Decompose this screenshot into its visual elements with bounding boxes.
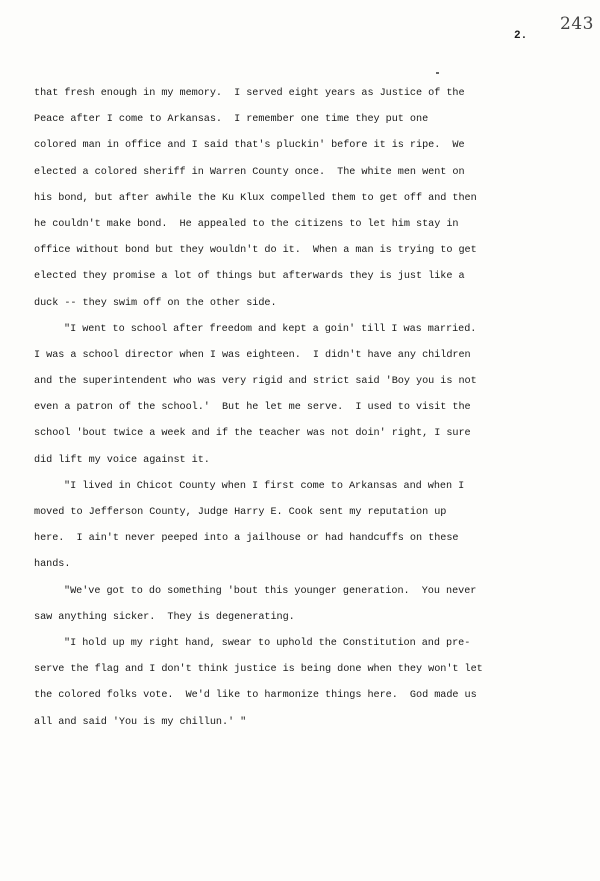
text-line: office without bond but they wouldn't do it. When a man is trying to get <box>34 245 477 257</box>
text-line: serve the flag and I don't think justice is being done when they won't let <box>34 664 483 676</box>
paragraph-start-line: "I lived in Chicot County when I first come to Arkansas and when I <box>64 480 465 492</box>
body-text <box>34 86 534 741</box>
paragraph-start-line: "I went to school after freedom and kept a goin' till I was married. <box>64 323 477 335</box>
text-line: I was a school director when I was eighteen. I didn't have any children <box>34 349 471 361</box>
text-line: his bond, but after awhile the Ku Klux compelled them to get off and then <box>34 192 477 204</box>
ink-speck <box>436 72 439 74</box>
typed-page-number: 2. <box>514 30 528 42</box>
text-line: Peace after I come to Arkansas. I remember one time they put one <box>34 114 429 126</box>
text-line: and the superintendent who was very rigid and strict said 'Boy you is not <box>34 376 477 388</box>
text-line: all and said 'You is my chillun.' " <box>34 716 247 728</box>
paragraph-start-line: "We've got to do something 'bout this younger generation. You never <box>64 585 477 597</box>
text-line: elected they promise a lot of things but afterwards they is just like a <box>34 271 465 283</box>
text-line: the colored folks vote. We'd like to harmonize things here. God made us <box>34 690 477 702</box>
text-line: moved to Jefferson County, Judge Harry E. Cook sent my reputation up <box>34 507 447 518</box>
paragraph-start-line: "I hold up my right hand, swear to uphold the Constitution and pre- <box>64 637 471 649</box>
text-line: even a patron of the school.' But he let me serve. I used to visit the <box>34 402 471 414</box>
text-line: that fresh enough in my memory. I served eight years as Justice of the <box>34 88 465 99</box>
stamped-page-number: 243 <box>560 14 594 34</box>
text-line: he couldn't make bond. He appealed to the citizens to let him stay in <box>34 218 459 230</box>
text-line: saw anything sicker. They is degenerating. <box>34 611 295 623</box>
text-line: duck -- they swim off on the other side. <box>34 297 277 309</box>
text-line: colored man in office and I said that's pluckin' before it is ripe. We <box>34 140 465 152</box>
text-line: elected a colored sheriff in Warren County once. The white men went on <box>34 166 465 178</box>
text-line: school 'bout twice a week and if the teacher was not doin' right, I sure <box>34 428 471 440</box>
text-line: did lift my voice against it. <box>34 454 210 466</box>
text-line: hands. <box>34 559 71 571</box>
text-line: here. I ain't never peeped into a jailhouse or had handcuffs on these <box>34 533 459 545</box>
